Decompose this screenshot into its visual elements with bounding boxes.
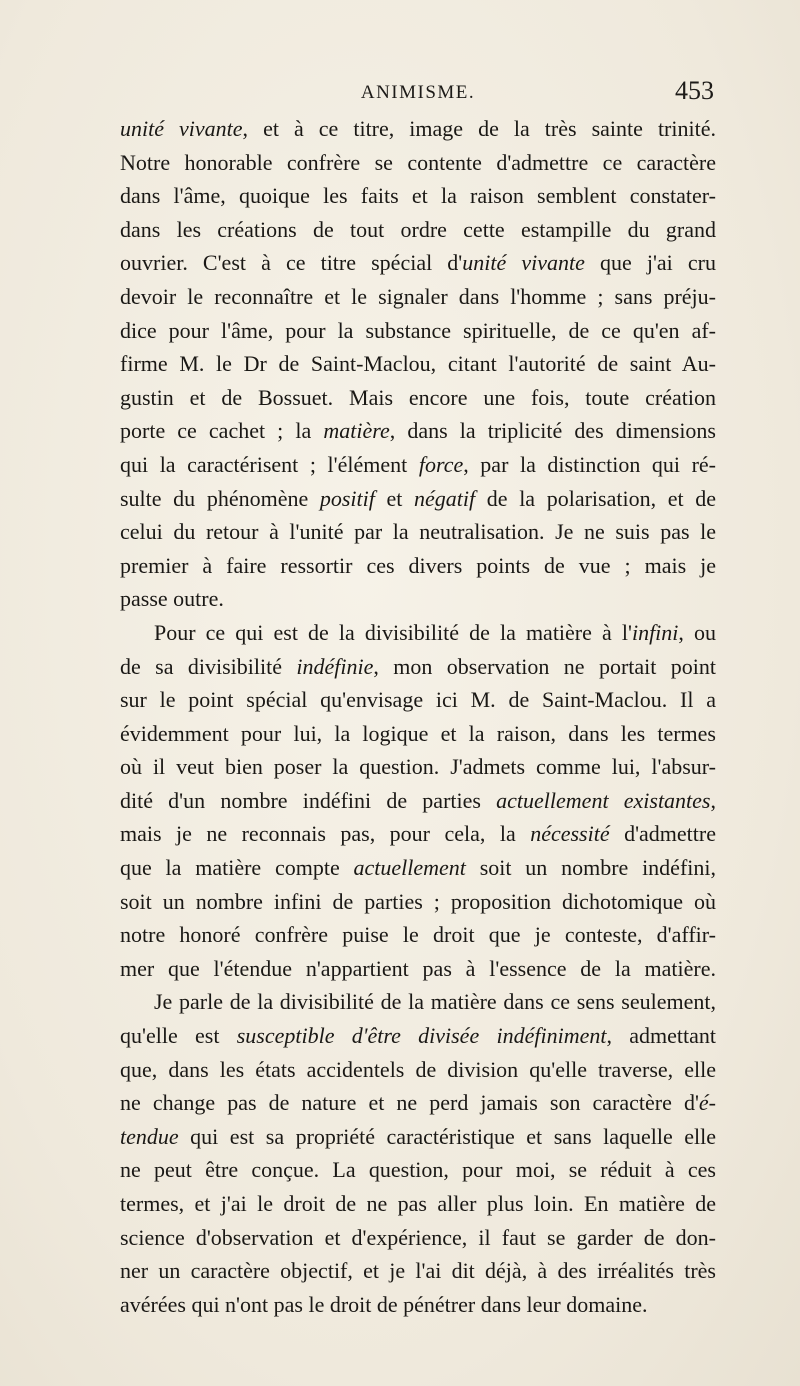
- text-line: [120, 1288, 716, 1322]
- text-line: [120, 885, 716, 919]
- text-line: [120, 683, 716, 717]
- text-line: [120, 650, 716, 684]
- text-run: évidemment pour lui, la logique et la raison, dans les termes: [120, 720, 716, 746]
- text-run: porte ce cachet ; la: [120, 418, 324, 444]
- text-run: ne peut être conçue. La question, pour moi, se réduit à ces: [120, 1157, 716, 1183]
- italic-run: unité vivante: [462, 250, 585, 276]
- text-line: [120, 549, 716, 583]
- text-run: , mon observation ne portait point: [373, 653, 717, 679]
- text-run: de la polarisation, et de: [475, 485, 716, 511]
- text-run: où il veut bien poser la question. J'admets comme lui, l'absur-: [120, 754, 716, 780]
- text-run: ner un caractère objectif, et je l'ai dit déjà, à des irréalités très: [120, 1258, 716, 1284]
- italic-run: actuellement: [353, 855, 466, 881]
- text-line: [120, 717, 716, 751]
- text-line: [120, 381, 716, 415]
- text-run: passe outre.: [120, 586, 224, 612]
- body-text: [120, 112, 716, 1321]
- text-run: dice pour l'âme, pour la substance spirituelle, de ce qu'en af-: [120, 317, 716, 343]
- italic-run: infini: [631, 619, 679, 645]
- text-run: d'admettre: [609, 821, 717, 847]
- text-run: qui est sa propriété caractéristique et sans laquelle elle: [178, 1123, 716, 1149]
- text-line: [120, 347, 716, 381]
- text-line: [120, 448, 716, 482]
- text-run: ,: [710, 787, 716, 813]
- text-line: [120, 918, 716, 952]
- text-line: [120, 1120, 716, 1154]
- text-run: Je parle de la divisibilité de la matière dans ce sens seulement,: [154, 989, 716, 1015]
- text-run: , et à ce titre, image de la très sainte trinité.: [242, 116, 716, 141]
- text-run: firme M. le Dr de Saint-Maclou, citant l'autorité de saint Au-: [120, 351, 716, 377]
- text-line: [120, 817, 716, 851]
- text-run: Notre honorable confrère se contente d'admettre ce caractère: [120, 149, 716, 175]
- text-line: [120, 1053, 716, 1087]
- text-line: [120, 851, 716, 885]
- text-run: dans l'âme, quoique les faits et la raison semblent constater-: [120, 183, 716, 209]
- text-line: [120, 213, 716, 247]
- text-run: devoir le reconnaître et le signaler dans l'homme ; sans préju-: [120, 283, 716, 309]
- italic-run: nécessité: [530, 821, 610, 847]
- italic-run: unité vivante: [120, 116, 243, 141]
- text-run: , admettant: [606, 1023, 716, 1049]
- text-run: gustin et de Bossuet. Mais encore une fois, toute création: [120, 384, 716, 410]
- text-line: [120, 482, 716, 516]
- italic-run: indéfinie: [296, 653, 374, 679]
- text-line: [120, 280, 716, 314]
- text-line: [120, 750, 716, 784]
- text-line: [120, 1254, 716, 1288]
- text-run: soit un nombre infini de parties ; proposition dichotomique où: [120, 888, 716, 914]
- text-run: ne change pas de nature et ne perd jamais son caractère d': [120, 1090, 699, 1116]
- text-line: [120, 146, 716, 180]
- text-run: dans les créations de tout ordre cette estampille du grand: [120, 216, 716, 242]
- italic-run: négatif: [414, 485, 476, 511]
- text-line: [120, 784, 716, 818]
- text-line: [120, 952, 716, 986]
- text-run: mer que l'étendue n'appartient pas à l'essence de la matière.: [120, 955, 716, 981]
- italic-run: tendue: [120, 1123, 179, 1149]
- text-line: [120, 616, 716, 650]
- text-run: science d'observation et d'expérience, il faut se garder de don-: [120, 1224, 716, 1250]
- text-run: ouvrier. C'est à ce titre spécial d': [120, 250, 463, 276]
- text-run: avérées qui n'ont pas le droit de pénétrer dans leur domaine.: [120, 1291, 648, 1317]
- text-run: que, dans les états accidentels de division qu'elle traverse, elle: [120, 1056, 716, 1082]
- italic-run: é-: [698, 1090, 716, 1116]
- text-run: sulte du phénomène: [120, 485, 320, 511]
- running-head: ANIMISME.: [360, 82, 476, 103]
- text-run: qu'elle est: [120, 1023, 237, 1049]
- page-number: 453: [675, 76, 714, 105]
- italic-run: force: [418, 451, 464, 477]
- text-line: [120, 414, 716, 448]
- text-line: [120, 1153, 716, 1187]
- text-run: celui du retour à l'unité par la neutralisation. Je ne suis pas le: [120, 519, 716, 545]
- text-run: premier à faire ressortir ces divers points de vue ; mais je: [120, 552, 716, 578]
- text-run: sur le point spécial qu'envisage ici M. de Saint-Maclou. Il a: [120, 687, 716, 713]
- italic-run: matière: [323, 418, 390, 444]
- text-line: [120, 515, 716, 549]
- text-line: [120, 985, 716, 1019]
- text-line: [120, 179, 716, 213]
- italic-run: positif: [319, 485, 375, 511]
- text-line: [120, 582, 716, 616]
- text-run: que j'ai cru: [584, 250, 716, 276]
- page-header: [122, 76, 714, 108]
- text-run: mais je ne reconnais pas, pour cela, la: [120, 821, 531, 847]
- text-line: [120, 1187, 716, 1221]
- text-run: de sa divisibilité: [120, 653, 297, 679]
- text-run: que la matière compte: [120, 855, 354, 881]
- text-line: [120, 246, 716, 280]
- text-run: , dans la triplicité des dimensions: [389, 418, 716, 444]
- text-run: notre honoré confrère puise le droit que je conteste, d'affir-: [120, 922, 716, 948]
- text-run: et: [374, 485, 415, 511]
- text-run: Pour ce qui est de la divisibilité de la matière à l': [154, 619, 632, 645]
- italic-run: actuellement existantes: [496, 787, 711, 813]
- text-line: [120, 1086, 716, 1120]
- text-line: [120, 314, 716, 348]
- text-run: , ou: [678, 619, 717, 645]
- text-line: [120, 112, 716, 146]
- italic-run: susceptible d'être divisée indéfiniment: [236, 1023, 607, 1049]
- text-run: termes, et j'ai le droit de ne pas aller plus loin. En matière de: [120, 1191, 716, 1216]
- text-run: dité d'un nombre indéfini de parties: [120, 787, 497, 813]
- text-run: , par la distinction qui ré-: [463, 451, 717, 477]
- text-line: [120, 1221, 716, 1255]
- text-run: soit un nombre indéfini,: [465, 855, 716, 881]
- text-run: qui la caractérisent ; l'élément: [120, 451, 419, 477]
- text-line: [120, 1019, 716, 1053]
